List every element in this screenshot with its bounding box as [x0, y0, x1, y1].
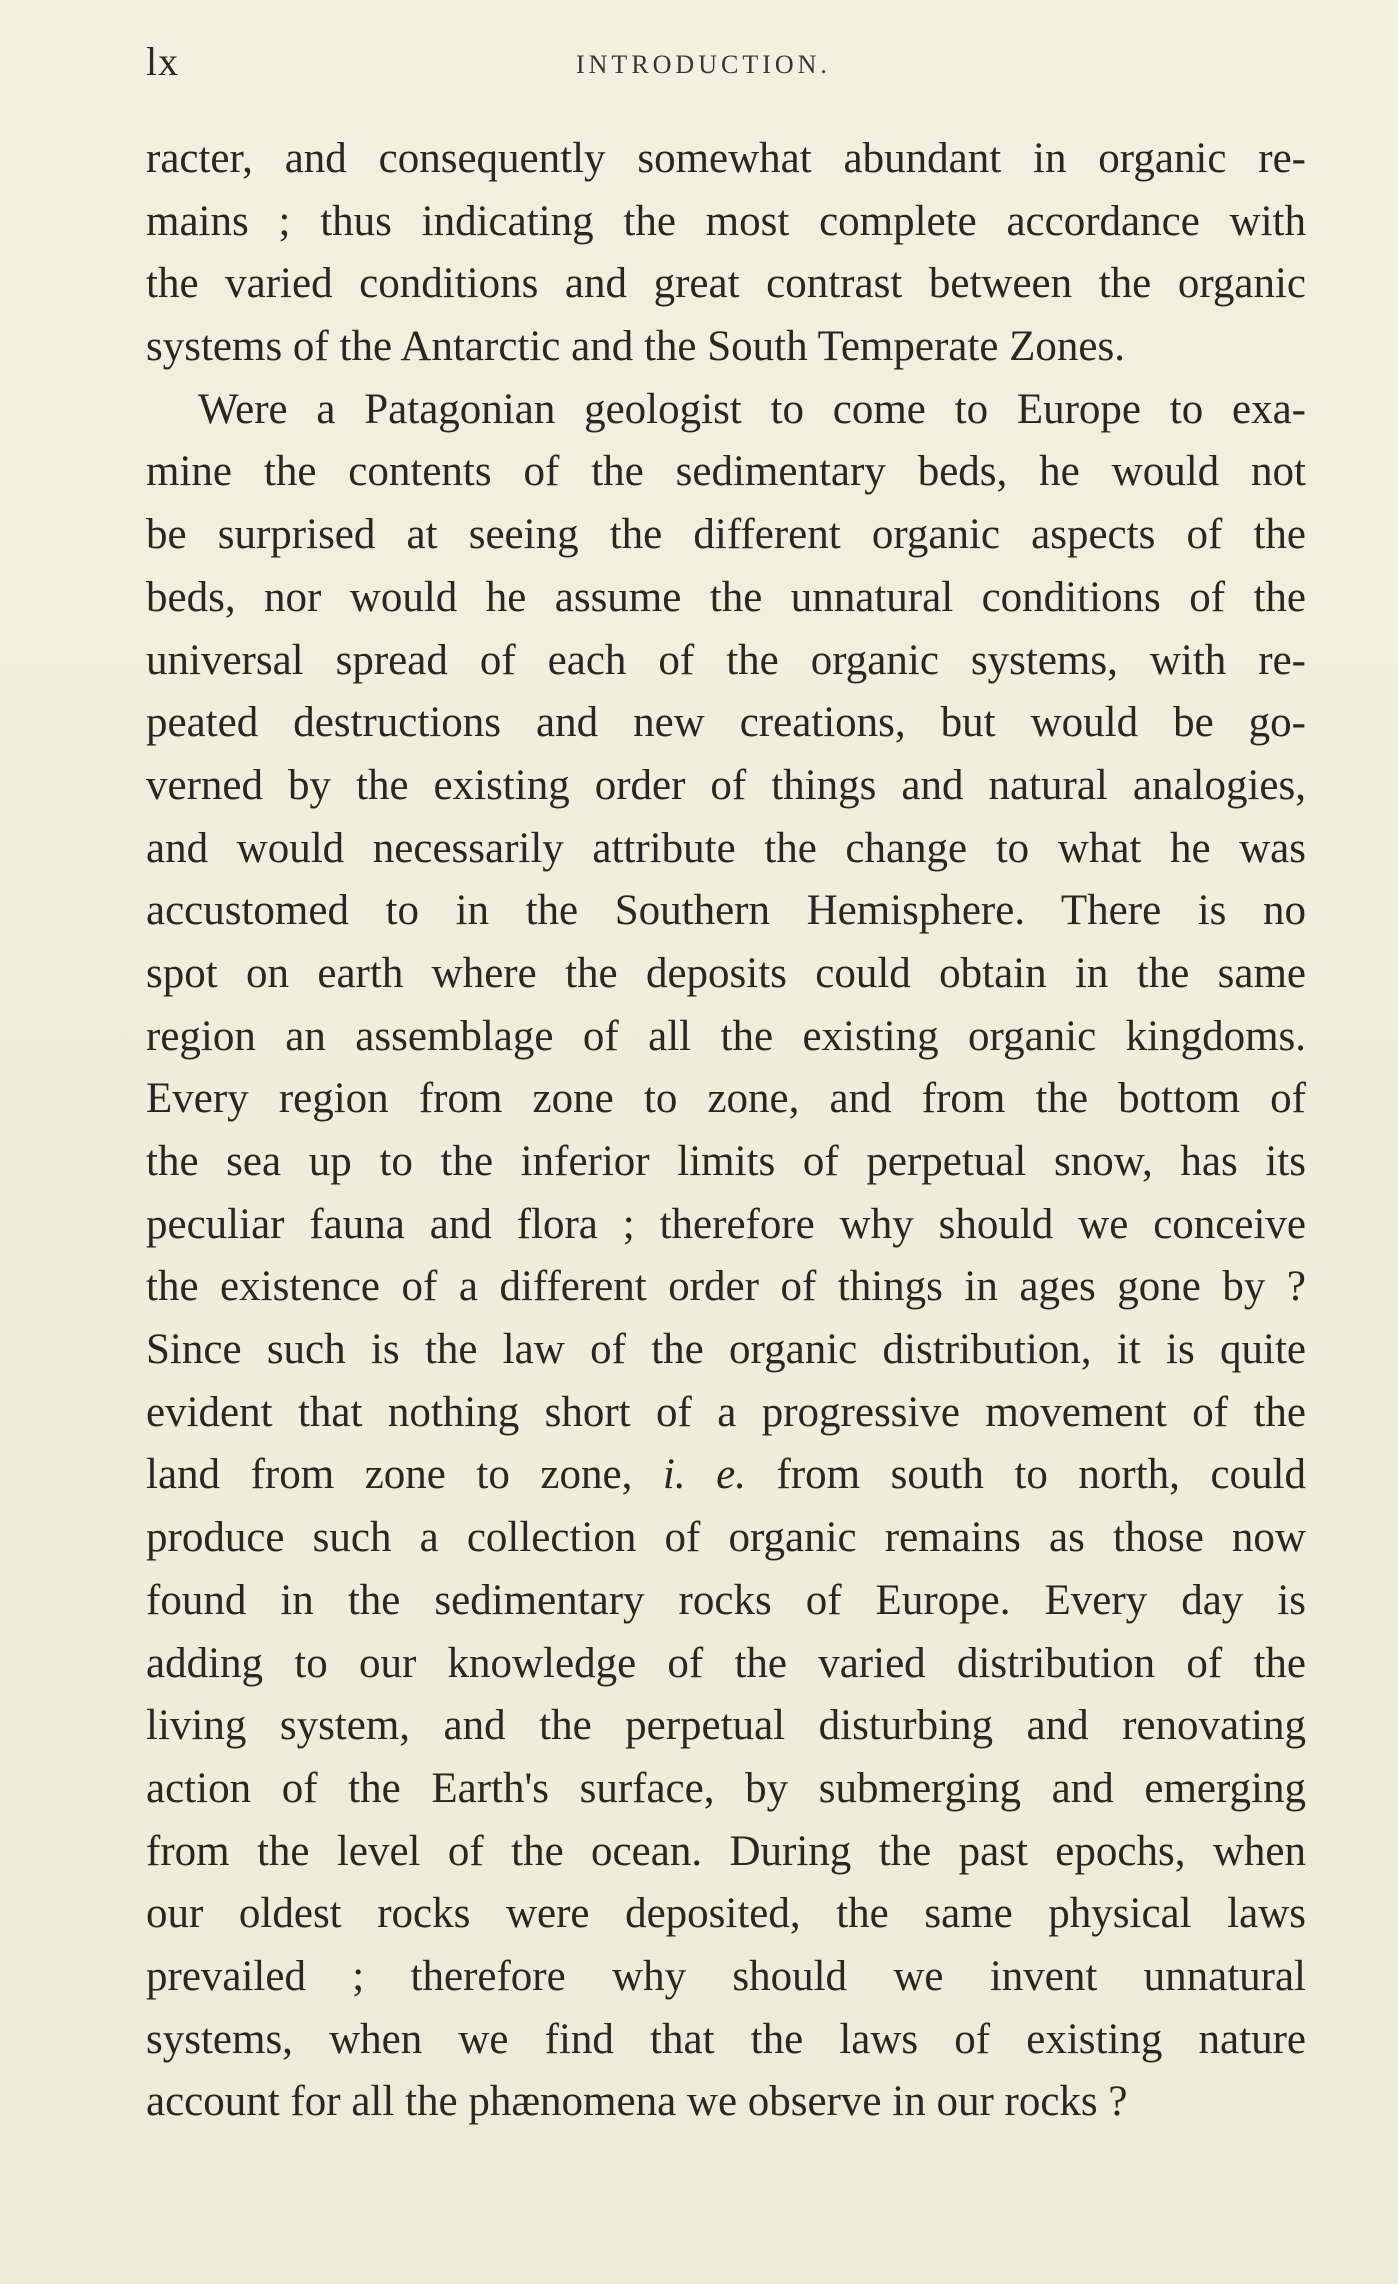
text-line: peculiar fauna and flora ; therefore why should we conceive	[146, 1200, 1306, 1248]
page-number: lx	[146, 39, 180, 84]
text-line: evident that nothing short of a progressive movement of the	[146, 1388, 1306, 1436]
text-line: our oldest rocks were deposited, the same physical laws	[146, 1890, 1306, 1938]
text-line: produce such a collection of organic remains as those now	[146, 1514, 1306, 1562]
text-line: peated destructions and new creations, but would be go-	[146, 699, 1306, 747]
running-title: INTRODUCTION.	[576, 50, 831, 79]
running-head	[146, 39, 1306, 84]
text-line: systems, when we find that the laws of existing nature	[146, 2015, 1306, 2063]
text-line: systems of the Antarctic and the South Temperate Zones.	[146, 323, 1125, 371]
text-line: adding to our knowledge of the varied distribution of the	[146, 1639, 1306, 1687]
text-line: living system, and the perpetual disturbing and renovating	[146, 1702, 1306, 1750]
text-line: verned by the existing order of things and natural analogies,	[146, 761, 1306, 809]
text-line: mine the contents of the sedimentary beds, he would not	[146, 448, 1306, 496]
text-line: Every region from zone to zone, and from the bottom of	[146, 1075, 1306, 1123]
text-line: universal spread of each of the organic systems, with re-	[146, 636, 1306, 684]
text-line: Since such is the law of the organic distribution, it is quite	[146, 1326, 1306, 1374]
italic-abbreviation: i. e.	[662, 1451, 746, 1499]
text-line: accustomed to in the Southern Hemisphere. There is no	[146, 887, 1306, 935]
text-line: region an assemblage of all the existing organic kingdoms.	[146, 1012, 1306, 1060]
text-line: the sea up to the inferior limits of perpetual snow, has its	[146, 1138, 1306, 1185]
text-line: account for all the phænomena we observe in our rocks ?	[146, 2078, 1128, 2126]
text-line: from the level of the ocean. During the past epochs, when	[146, 1827, 1306, 1875]
text-line: and would necessarily attribute the change to what he was	[146, 824, 1306, 872]
text-line	[146, 1444, 1306, 1507]
text-line: beds, nor would he assume the unnatural conditions of the	[146, 573, 1306, 621]
text-line: mains ; thus indicating the most complete accordance with	[146, 197, 1306, 245]
text-line: prevailed ; therefore why should we invent unnatural	[146, 1952, 1306, 2000]
text-line: spot on earth where the deposits could obtain in the same	[146, 949, 1306, 997]
text-line: action of the Earth's surface, by submerging and emerging	[146, 1764, 1306, 1812]
text-line: be surprised at seeing the different organic aspects of the	[146, 511, 1306, 559]
text-line: the existence of a different order of things in ages gone by ?	[146, 1263, 1306, 1311]
paragraph-first-line: Were a Patagonian geologist to come to Europe to exa-	[198, 385, 1306, 433]
text-line: racter, and consequently somewhat abundant in organic re-	[146, 135, 1306, 182]
text-segment: from south to north, could	[746, 1451, 1306, 1499]
text-line: found in the sedimentary rocks of Europe. Every day is	[146, 1576, 1306, 1624]
text-segment: land from zone to zone,	[146, 1451, 663, 1499]
text-line: the varied conditions and great contrast between the organic	[146, 260, 1306, 308]
body-text	[146, 128, 1306, 2134]
